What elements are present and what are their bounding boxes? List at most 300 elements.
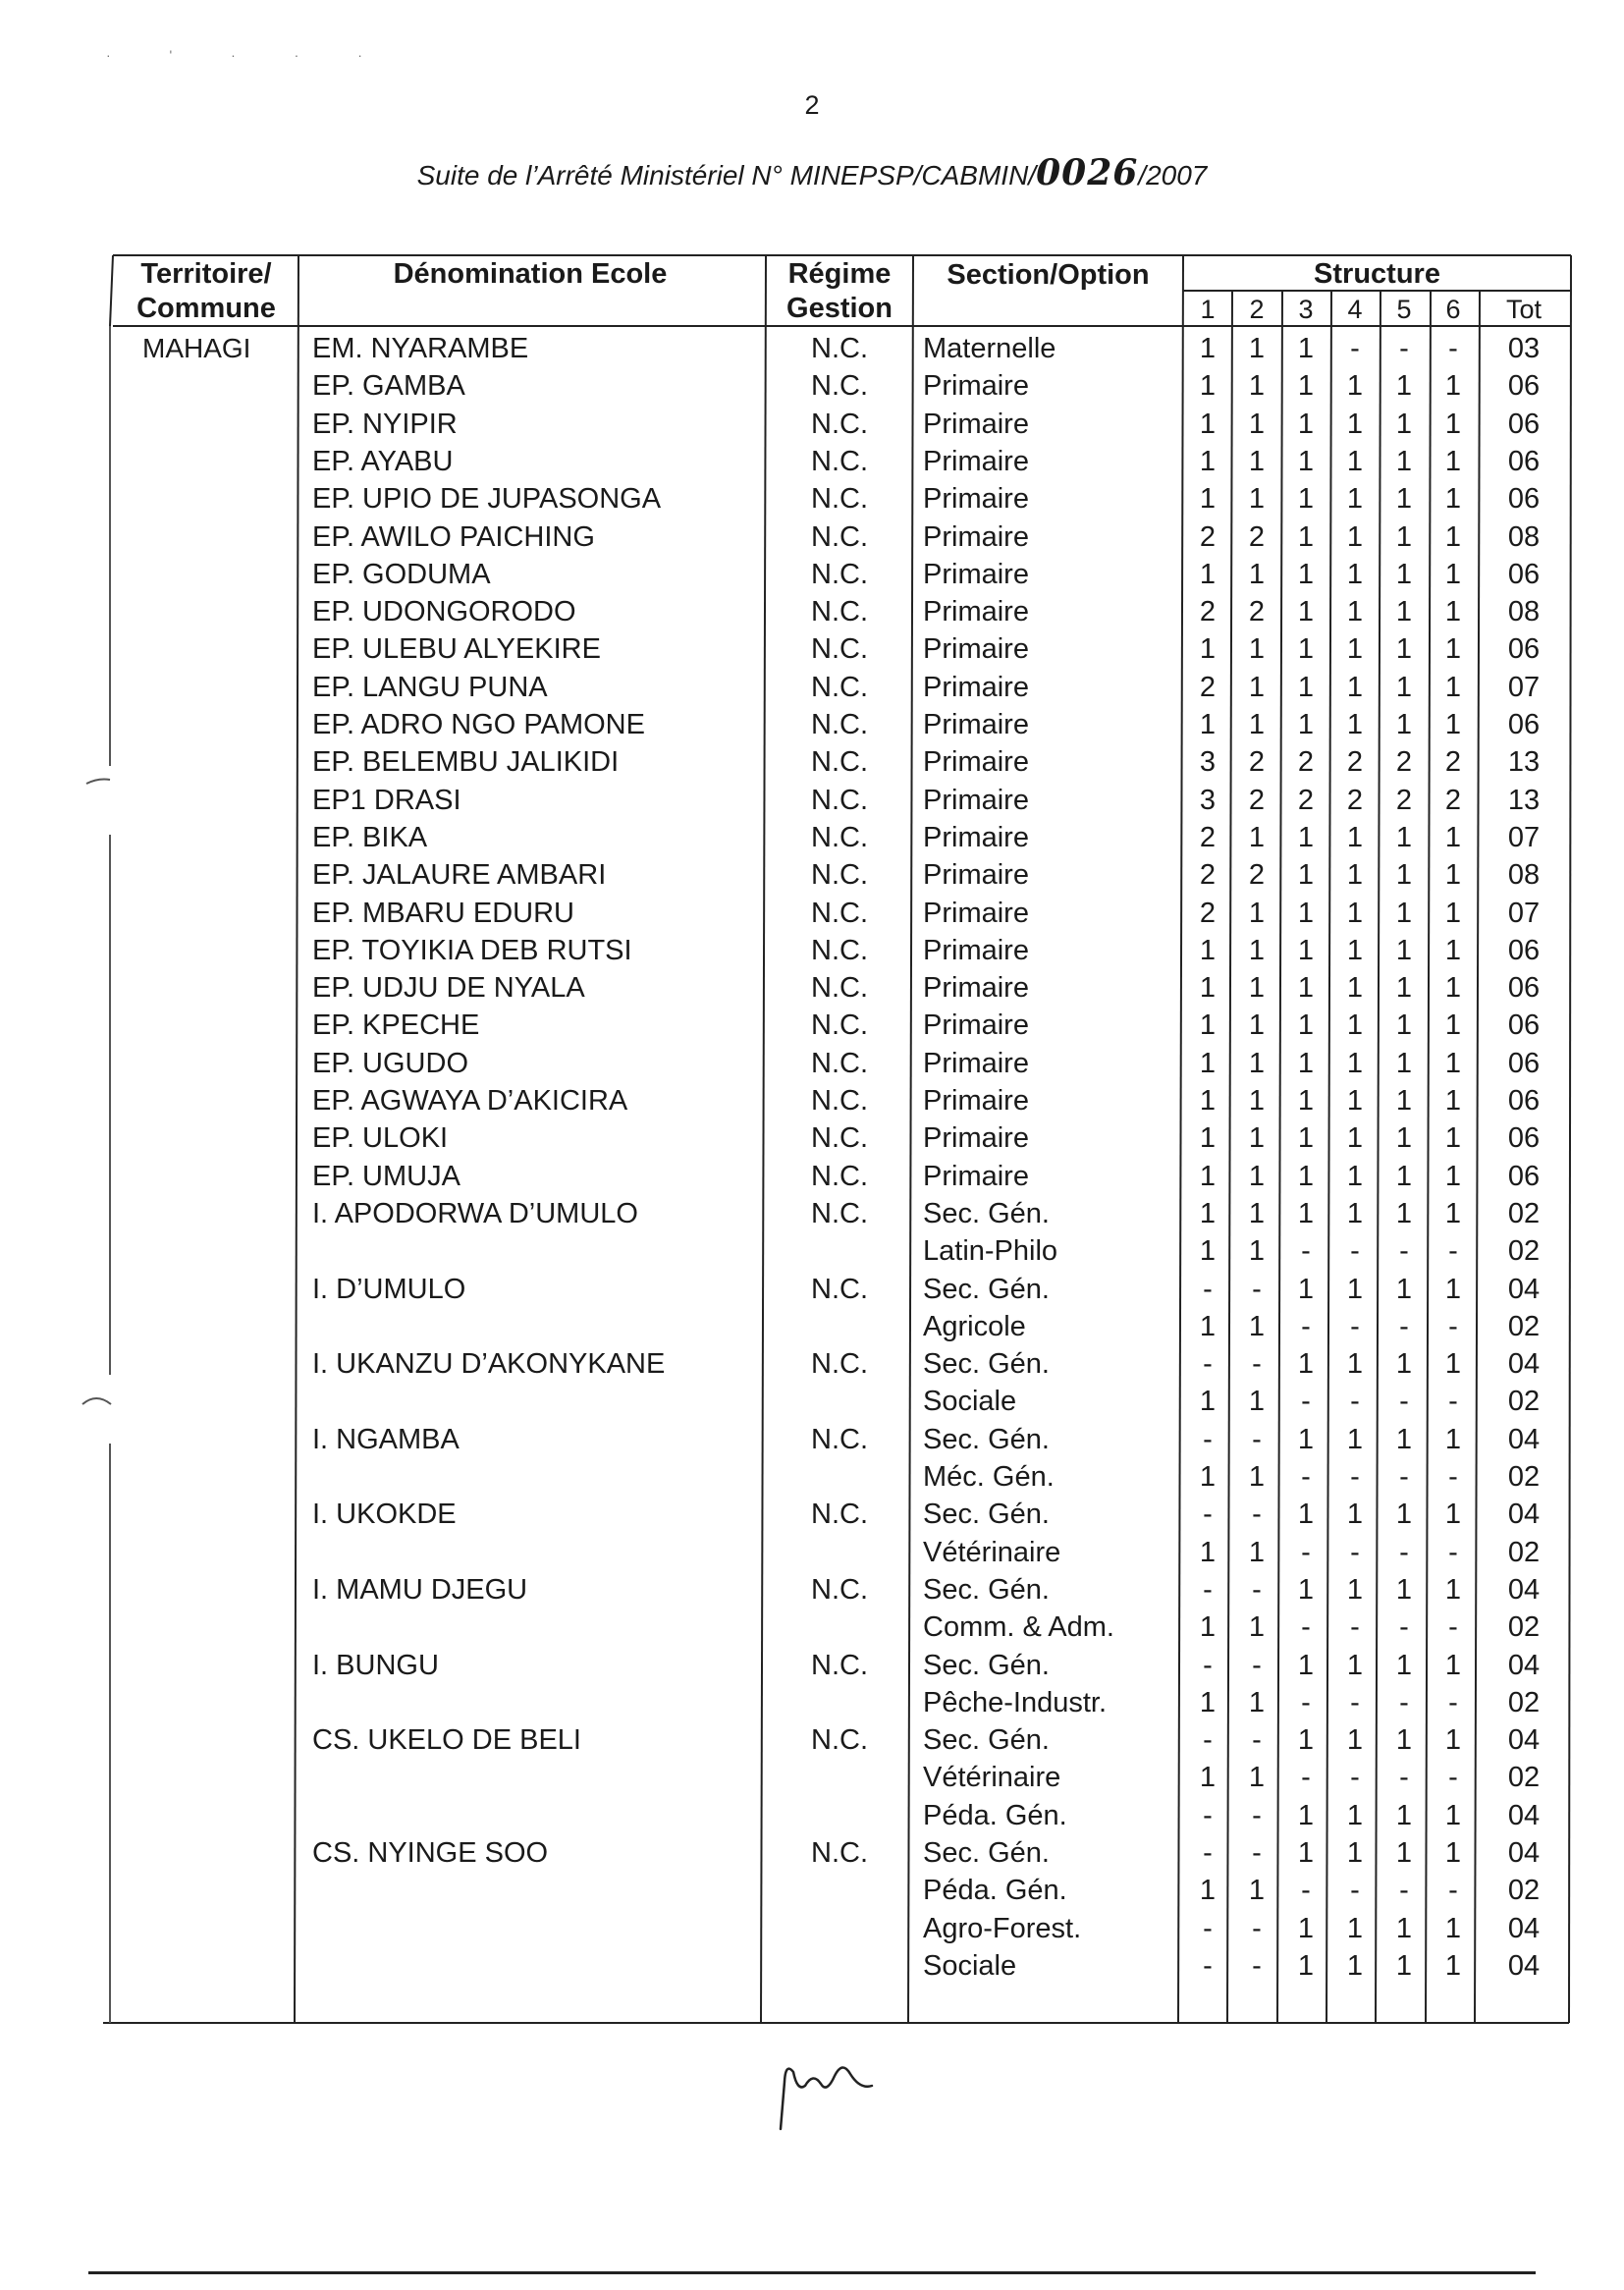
school-name: EP. AGWAYA D’AKICIRA: [312, 1085, 628, 1117]
header-regime: Régime Gestion: [786, 258, 893, 324]
regime-cell: N.C.: [811, 558, 868, 590]
structure-cell: 1: [1444, 520, 1462, 553]
structure-cell: 1: [1346, 1724, 1364, 1757]
structure-col-header: 1: [1200, 295, 1216, 324]
structure-cell: 1: [1346, 1160, 1364, 1192]
structure-cell: 1: [1297, 671, 1315, 703]
total-cell: 04: [1507, 1348, 1541, 1381]
structure-cell: -: [1350, 1386, 1360, 1418]
structure-cell: -: [1203, 1273, 1213, 1305]
structure-cell: 1: [1297, 1197, 1315, 1229]
structure-cell: 1: [1248, 821, 1266, 853]
school-name: EP. UDJU DE NYALA: [312, 972, 585, 1005]
regime-cell: N.C.: [811, 897, 868, 929]
total-cell: 02: [1507, 1310, 1541, 1342]
structure-cell: 1: [1346, 1273, 1364, 1305]
section-cell: Primaire: [923, 1009, 1029, 1042]
structure-cell: 1: [1444, 1499, 1462, 1531]
regime-cell: N.C.: [811, 520, 868, 553]
structure-cell: 1: [1444, 1009, 1462, 1042]
structure-cell: 1: [1297, 1912, 1315, 1944]
total-cell: 04: [1507, 1649, 1541, 1681]
structure-cell: 1: [1346, 1423, 1364, 1455]
section-cell: Péda. Gén.: [923, 1875, 1067, 1907]
school-name: I. MAMU DJEGU: [312, 1573, 528, 1606]
structure-col-header: 4: [1347, 295, 1363, 324]
structure-cell: -: [1203, 1499, 1213, 1531]
structure-cell: 1: [1444, 972, 1462, 1005]
subtitle-prefix: Suite de l’Arrêté Ministériel N° MINEPSP/CABMIN/: [416, 160, 1037, 191]
structure-cell: 1: [1297, 934, 1315, 966]
structure-cell: 2: [1248, 520, 1266, 553]
structure-cell: 1: [1395, 1799, 1413, 1831]
structure-cell: -: [1203, 1837, 1213, 1869]
regime-cell: N.C.: [811, 1348, 868, 1381]
section-cell: Primaire: [923, 821, 1029, 853]
section-cell: Sec. Gén.: [923, 1348, 1050, 1381]
structure-cell: 2: [1248, 596, 1266, 628]
structure-cell: 1: [1297, 596, 1315, 628]
school-name: EP. TOYIKIA DEB RUTSI: [312, 934, 632, 966]
structure-cell: -: [1301, 1235, 1311, 1268]
structure-cell: 1: [1444, 445, 1462, 477]
regime-cell: N.C.: [811, 859, 868, 892]
structure-cell: 1: [1297, 1009, 1315, 1042]
school-name: EP. ADRO NGO PAMONE: [312, 709, 645, 740]
structure-cell: -: [1252, 1348, 1262, 1381]
header-denomination: Dénomination Ecole: [393, 258, 668, 290]
regime-cell: N.C.: [811, 1423, 868, 1455]
structure-cell: 2: [1199, 520, 1217, 553]
structure-cell: 1: [1395, 1837, 1413, 1869]
structure-cell: -: [1350, 1611, 1360, 1644]
structure-cell: 1: [1248, 671, 1266, 703]
structure-cell: 1: [1248, 1009, 1266, 1042]
structure-cell: 1: [1248, 1085, 1266, 1117]
structure-cell: 1: [1248, 1386, 1266, 1418]
total-cell: 04: [1507, 1423, 1541, 1455]
structure-cell: 1: [1444, 633, 1462, 666]
structure-cell: 1: [1444, 1837, 1462, 1869]
section-cell: Primaire: [923, 709, 1029, 740]
school-name: EP. JALAURE AMBARI: [312, 859, 607, 892]
total-cell: 07: [1507, 897, 1541, 929]
school-name: EP. UDONGORODO: [312, 596, 576, 628]
section-cell: Primaire: [923, 1085, 1029, 1117]
structure-col-header: Tot: [1505, 295, 1543, 324]
school-name: I. BUNGU: [312, 1649, 439, 1681]
structure-cell: 1: [1199, 370, 1217, 403]
total-cell: 06: [1507, 972, 1541, 1005]
structure-cell: 1: [1346, 1348, 1364, 1381]
school-name: EP. UPIO DE JUPASONGA: [312, 483, 662, 516]
structure-cell: 2: [1199, 821, 1217, 853]
school-name: I. APODORWA D’UMULO: [312, 1197, 638, 1229]
structure-cell: 1: [1297, 859, 1315, 892]
regime-cell: N.C.: [811, 1837, 868, 1869]
section-cell: Primaire: [923, 746, 1029, 779]
section-cell: Pêche-Industr.: [923, 1686, 1107, 1718]
structure-cell: 1: [1199, 558, 1217, 590]
structure-cell: -: [1399, 1461, 1409, 1493]
structure-cell: 1: [1248, 633, 1266, 666]
structure-cell: -: [1203, 1724, 1213, 1757]
structure-cell: -: [1203, 1799, 1213, 1831]
section-cell: Maternelle: [923, 333, 1056, 364]
header-section: Section/Option: [947, 259, 1150, 291]
regime-cell: N.C.: [811, 1197, 868, 1229]
structure-cell: 2: [1346, 784, 1364, 816]
structure-cell: 1: [1395, 1085, 1413, 1117]
structure-cell: 1: [1199, 1386, 1217, 1418]
structure-cell: 1: [1248, 934, 1266, 966]
structure-cell: 1: [1444, 596, 1462, 628]
structure-cell: 1: [1346, 897, 1364, 929]
structure-cell: 1: [1297, 1085, 1315, 1117]
structure-cell: 1: [1297, 1724, 1315, 1757]
structure-cell: 1: [1248, 1461, 1266, 1493]
header-structure: Structure: [1314, 258, 1440, 290]
total-cell: 07: [1507, 821, 1541, 853]
structure-cell: 1: [1395, 1273, 1413, 1305]
structure-cell: 2: [1199, 596, 1217, 628]
structure-cell: 1: [1346, 859, 1364, 892]
regime-cell: N.C.: [811, 821, 868, 853]
structure-cell: 1: [1297, 408, 1315, 440]
school-name: EP. AWILO PAICHING: [312, 520, 595, 553]
school-name: EP. BELEMBU JALIKIDI: [312, 746, 620, 779]
total-cell: 04: [1507, 1573, 1541, 1606]
school-name: EP. GAMBA: [312, 370, 465, 403]
total-cell: 13: [1507, 784, 1541, 816]
structure-cell: 1: [1346, 520, 1364, 553]
school-name: EP. MBARU EDURU: [312, 897, 574, 929]
regime-cell: N.C.: [811, 1273, 868, 1305]
structure-cell: 1: [1297, 1949, 1315, 1982]
structure-cell: 1: [1346, 596, 1364, 628]
structure-cell: 2: [1248, 859, 1266, 892]
total-cell: 06: [1507, 934, 1541, 966]
section-cell: Agro-Forest.: [923, 1912, 1082, 1944]
structure-cell: 1: [1444, 1160, 1462, 1192]
total-cell: 08: [1507, 859, 1541, 892]
regime-cell: N.C.: [811, 445, 868, 477]
structure-cell: 1: [1395, 1724, 1413, 1757]
regime-cell: N.C.: [811, 1573, 868, 1606]
structure-cell: 1: [1346, 445, 1364, 477]
total-cell: 06: [1507, 633, 1541, 666]
school-name: I. UKOKDE: [312, 1499, 457, 1531]
regime-cell: N.C.: [811, 596, 868, 628]
structure-cell: 1: [1199, 1122, 1217, 1155]
structure-cell: 1: [1297, 1499, 1315, 1531]
total-cell: 06: [1507, 483, 1541, 516]
structure-cell: -: [1203, 1912, 1213, 1944]
structure-cell: 1: [1297, 1649, 1315, 1681]
structure-cell: 1: [1248, 897, 1266, 929]
structure-cell: 1: [1346, 1949, 1364, 1982]
structure-cell: 1: [1444, 859, 1462, 892]
regime-cell: N.C.: [811, 972, 868, 1005]
structure-cell: 1: [1444, 1573, 1462, 1606]
structure-cell: 1: [1297, 1160, 1315, 1192]
structure-cell: 1: [1199, 1762, 1217, 1794]
structure-cell: -: [1448, 1461, 1458, 1493]
structure-cell: -: [1301, 1536, 1311, 1568]
structure-cell: 2: [1248, 746, 1266, 779]
structure-cell: 2: [1346, 746, 1364, 779]
school-name: I. D’UMULO: [312, 1273, 466, 1305]
scan-specks: · ' · · ·: [106, 47, 390, 63]
structure-col-header: 5: [1396, 295, 1412, 324]
structure-cell: 1: [1199, 1536, 1217, 1568]
section-cell: Primaire: [923, 520, 1029, 553]
structure-cell: 1: [1297, 1273, 1315, 1305]
regime-cell: N.C.: [811, 709, 868, 740]
school-name: CS. UKELO DE BELI: [312, 1724, 581, 1757]
handwritten-number: 0026: [1036, 152, 1139, 193]
total-cell: 02: [1507, 1461, 1541, 1493]
total-cell: 06: [1507, 709, 1541, 740]
structure-cell: -: [1399, 1875, 1409, 1907]
regime-cell: N.C.: [811, 1649, 868, 1681]
total-cell: 08: [1507, 520, 1541, 553]
signature: [776, 2043, 884, 2131]
structure-cell: 1: [1199, 333, 1217, 364]
total-cell: 07: [1507, 671, 1541, 703]
structure-cell: -: [1301, 1686, 1311, 1718]
structure-cell: 1: [1297, 821, 1315, 853]
structure-cell: 2: [1444, 746, 1462, 779]
section-cell: Primaire: [923, 671, 1029, 703]
structure-cell: 1: [1395, 671, 1413, 703]
structure-cell: 1: [1395, 1949, 1413, 1982]
total-cell: 06: [1507, 558, 1541, 590]
structure-cell: 1: [1297, 483, 1315, 516]
total-cell: 04: [1507, 1912, 1541, 1944]
structure-cell: -: [1301, 1386, 1311, 1418]
structure-cell: 1: [1346, 1799, 1364, 1831]
structure-cell: 1: [1248, 972, 1266, 1005]
total-cell: 03: [1507, 333, 1541, 364]
structure-cell: 1: [1297, 1837, 1315, 1869]
regime-cell: N.C.: [811, 333, 868, 364]
structure-cell: 1: [1444, 1122, 1462, 1155]
total-cell: 08: [1507, 596, 1541, 628]
structure-cell: 1: [1199, 483, 1217, 516]
total-cell: 06: [1507, 370, 1541, 403]
structure-cell: -: [1448, 1875, 1458, 1907]
structure-cell: -: [1252, 1423, 1262, 1455]
structure-cell: -: [1399, 1386, 1409, 1418]
structure-cell: 1: [1199, 1310, 1217, 1342]
structure-cell: 1: [1444, 1649, 1462, 1681]
structure-cell: -: [1350, 1310, 1360, 1342]
structure-cell: -: [1301, 1461, 1311, 1493]
territoire-cell: MAHAGI: [142, 333, 251, 363]
school-name: CS. NYINGE SOO: [312, 1837, 549, 1869]
structure-col-header: 2: [1249, 295, 1265, 324]
section-cell: Primaire: [923, 784, 1029, 816]
school-name: EP. UGUDO: [312, 1047, 469, 1079]
structure-cell: 1: [1248, 1686, 1266, 1718]
structure-cell: -: [1203, 1348, 1213, 1381]
section-cell: Primaire: [923, 1047, 1029, 1079]
structure-cell: 1: [1297, 1423, 1315, 1455]
structure-cell: -: [1448, 1611, 1458, 1644]
regime-cell: N.C.: [811, 746, 868, 779]
total-cell: 04: [1507, 1273, 1541, 1305]
structure-cell: 1: [1346, 1122, 1364, 1155]
structure-cell: 1: [1395, 859, 1413, 892]
regime-cell: N.C.: [811, 483, 868, 516]
structure-cell: 1: [1444, 1273, 1462, 1305]
structure-cell: 1: [1444, 483, 1462, 516]
school-name: EP. KPECHE: [312, 1009, 480, 1042]
structure-cell: 1: [1444, 671, 1462, 703]
structure-cell: 1: [1199, 934, 1217, 966]
structure-cell: 1: [1346, 1499, 1364, 1531]
section-cell: Péda. Gén.: [923, 1799, 1067, 1831]
regime-cell: N.C.: [811, 671, 868, 703]
structure-cell: 1: [1395, 934, 1413, 966]
structure-cell: -: [1350, 1235, 1360, 1268]
structure-cell: -: [1399, 1762, 1409, 1794]
structure-cell: 1: [1346, 934, 1364, 966]
regime-cell: N.C.: [811, 633, 868, 666]
section-cell: Sec. Gén.: [923, 1837, 1050, 1869]
school-name: I. UKANZU D’AKONYKANE: [312, 1348, 666, 1381]
total-cell: 06: [1507, 1047, 1541, 1079]
structure-cell: 1: [1297, 333, 1315, 364]
structure-cell: 1: [1199, 1461, 1217, 1493]
structure-cell: -: [1350, 1536, 1360, 1568]
structure-cell: 1: [1248, 1122, 1266, 1155]
structure-cell: 1: [1297, 558, 1315, 590]
structure-cell: -: [1252, 1949, 1262, 1982]
structure-cell: 1: [1395, 408, 1413, 440]
structure-cell: -: [1350, 1686, 1360, 1718]
structure-cell: 1: [1297, 1799, 1315, 1831]
structure-cell: 2: [1199, 897, 1217, 929]
total-cell: 04: [1507, 1837, 1541, 1869]
school-name: EP. ULEBU ALYEKIRE: [312, 633, 601, 666]
structure-cell: 1: [1297, 370, 1315, 403]
structure-cell: 1: [1199, 633, 1217, 666]
school-name: I. NGAMBA: [312, 1423, 460, 1455]
structure-cell: 1: [1346, 1047, 1364, 1079]
total-cell: 04: [1507, 1499, 1541, 1531]
section-cell: Vétérinaire: [923, 1536, 1061, 1568]
structure-cell: 1: [1297, 1047, 1315, 1079]
structure-cell: -: [1301, 1310, 1311, 1342]
school-name: EP. LANGU PUNA: [312, 671, 548, 703]
structure-cell: 1: [1248, 1762, 1266, 1794]
regime-cell: N.C.: [811, 370, 868, 403]
structure-cell: -: [1350, 1461, 1360, 1493]
structure-cell: 1: [1444, 1197, 1462, 1229]
structure-cell: -: [1399, 1686, 1409, 1718]
section-cell: Sociale: [923, 1386, 1017, 1418]
structure-cell: -: [1252, 1649, 1262, 1681]
structure-cell: 1: [1248, 1235, 1266, 1268]
structure-cell: 1: [1444, 370, 1462, 403]
section-cell: Agricole: [923, 1310, 1026, 1342]
total-cell: 04: [1507, 1949, 1541, 1982]
total-cell: 06: [1507, 445, 1541, 477]
structure-cell: -: [1301, 1762, 1311, 1794]
section-cell: Primaire: [923, 934, 1029, 966]
school-name: EP. UMUJA: [312, 1160, 460, 1192]
structure-cell: 1: [1248, 1611, 1266, 1644]
total-cell: 06: [1507, 1009, 1541, 1042]
section-cell: Primaire: [923, 370, 1029, 403]
structure-cell: 1: [1297, 897, 1315, 929]
structure-cell: 1: [1395, 520, 1413, 553]
structure-col-header: 3: [1298, 295, 1314, 324]
section-cell: Primaire: [923, 408, 1029, 440]
section-cell: Primaire: [923, 1122, 1029, 1155]
structure-cell: 1: [1444, 1724, 1462, 1757]
footer-rule: [88, 2271, 1536, 2274]
structure-cell: 1: [1199, 408, 1217, 440]
structure-cell: 1: [1395, 1649, 1413, 1681]
structure-cell: 1: [1297, 972, 1315, 1005]
structure-cell: 1: [1395, 709, 1413, 740]
structure-cell: 1: [1346, 972, 1364, 1005]
structure-cell: 1: [1346, 483, 1364, 516]
structure-cell: 1: [1346, 1009, 1364, 1042]
structure-cell: -: [1350, 1762, 1360, 1794]
structure-cell: -: [1448, 1386, 1458, 1418]
header-territoire: Territoire/ Commune: [136, 258, 276, 324]
total-cell: 02: [1507, 1536, 1541, 1568]
structure-cell: 1: [1199, 1197, 1217, 1229]
structure-cell: -: [1399, 1611, 1409, 1644]
section-cell: Comm. & Adm.: [923, 1611, 1114, 1644]
regime-cell: N.C.: [811, 784, 868, 816]
structure-cell: 1: [1444, 1423, 1462, 1455]
total-cell: 04: [1507, 1799, 1541, 1831]
structure-cell: 1: [1297, 1122, 1315, 1155]
structure-cell: -: [1252, 1912, 1262, 1944]
regime-cell: N.C.: [811, 1724, 868, 1757]
section-cell: Sec. Gén.: [923, 1649, 1050, 1681]
section-cell: Vétérinaire: [923, 1762, 1061, 1794]
structure-cell: 1: [1248, 1047, 1266, 1079]
structure-cell: 2: [1297, 784, 1315, 816]
total-cell: 02: [1507, 1197, 1541, 1229]
structure-cell: -: [1203, 1423, 1213, 1455]
regime-cell: N.C.: [811, 1160, 868, 1192]
structure-cell: 1: [1444, 897, 1462, 929]
regime-cell: N.C.: [811, 1085, 868, 1117]
section-cell: Sociale: [923, 1949, 1017, 1982]
section-cell: Sec. Gén.: [923, 1724, 1050, 1757]
structure-cell: -: [1448, 1536, 1458, 1568]
section-cell: Sec. Gén.: [923, 1499, 1050, 1531]
structure-cell: -: [1203, 1649, 1213, 1681]
structure-cell: 1: [1199, 445, 1217, 477]
structure-cell: 2: [1395, 746, 1413, 779]
total-cell: 02: [1507, 1611, 1541, 1644]
structure-cell: 1: [1199, 1611, 1217, 1644]
total-cell: 06: [1507, 1122, 1541, 1155]
structure-cell: 1: [1395, 1912, 1413, 1944]
structure-cell: 1: [1346, 1197, 1364, 1229]
section-cell: Primaire: [923, 558, 1029, 590]
structure-cell: 1: [1395, 1348, 1413, 1381]
